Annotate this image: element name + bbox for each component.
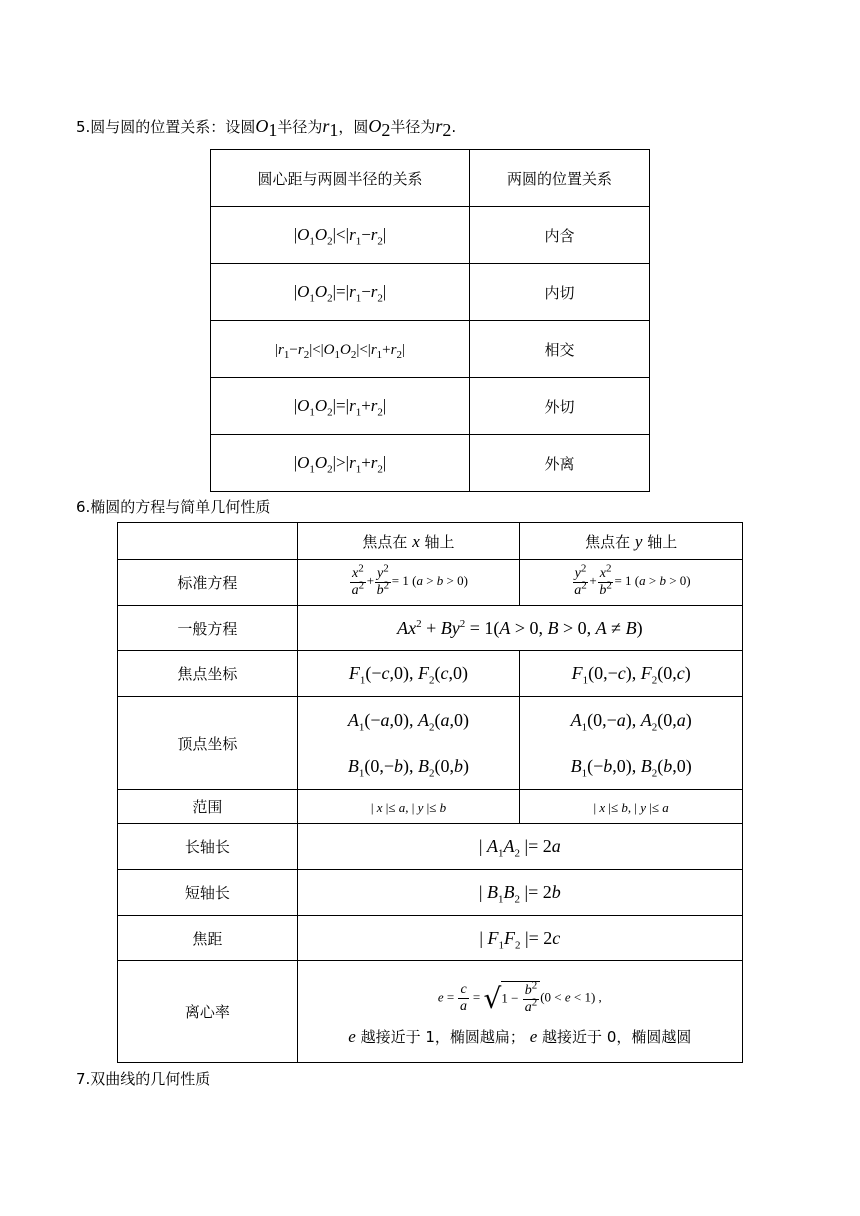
formula-cell: | x |≤ b, | y |≤ a	[520, 790, 743, 824]
relation-cell: 相交	[470, 321, 650, 378]
table-row	[211, 435, 650, 492]
table-row	[211, 207, 650, 264]
empty-header	[118, 523, 298, 560]
row-label: 焦距	[118, 916, 298, 961]
table-row	[118, 651, 743, 697]
circle-relation-table	[210, 149, 650, 492]
section-5-heading: 5.圆与圆的位置关系：设圆$O_1$半径为$r_1$，圆$O_2$半径为$r_2$.	[76, 116, 457, 140]
section-6-heading: 6.椭圆的方程与简单几何性质	[76, 498, 271, 516]
relation-cell: 内切	[470, 264, 650, 321]
table-row	[211, 150, 650, 207]
table-row	[118, 790, 743, 824]
table-row	[211, 321, 650, 378]
formula-cell: $F_1(0,-c)$, $F_2(0,c)$	[520, 651, 743, 697]
table-row	[211, 378, 650, 435]
table-row	[118, 560, 743, 606]
formula-cell: $Ax^2 + By^2 = 1(A > 0$, B > 0, A ≠ B)	[297, 606, 742, 651]
ecc-note: e 越接近于 1，椭圆越扁； e 越接近于 0，椭圆越圆	[348, 1026, 692, 1046]
header-relation: 两圆的位置关系	[470, 150, 650, 207]
formula-cell: $|O_1O_2|=|r_1+r_2|$	[211, 378, 470, 435]
row-label: 一般方程	[118, 606, 298, 651]
row-label: 范围	[118, 790, 298, 824]
relation-cell: 外切	[470, 378, 650, 435]
table-row	[118, 523, 743, 560]
row-label: 离心率	[118, 961, 298, 1063]
formula-cell: e = $\frac{c}{a}$ = √1 − $\frac{b^2}{a^2}$ (0 < e < 1) , e 越接近于 1，椭圆越扁； e 越接近于 0，椭圆越圆	[297, 961, 742, 1063]
formula-cell: $|O_1O_2|=|r_1-r_2|$	[211, 264, 470, 321]
table-row	[211, 264, 650, 321]
row-label: 短轴长	[118, 870, 298, 916]
formula-cell: | x |≤ a, | y |≤ b	[297, 790, 520, 824]
relation-cell: 内含	[470, 207, 650, 264]
formula-cell: $A_1(0,-a)$, $A_2(0,a)$ $B_1(-b,0)$, $B_2(b,0)$	[520, 697, 743, 790]
formula-cell: $\frac{y^2}{a^2}$ + $\frac{x^2}{b^2}$ = 1 (a > b > 0)	[520, 560, 743, 606]
formula-cell: $|O_1O_2|<|r_1-r_2|$	[211, 207, 470, 264]
table-row	[118, 870, 743, 916]
header-distance: 圆心距与两圆半径的关系	[211, 150, 470, 207]
table-row	[118, 697, 743, 790]
formula-cell: $|r_1-r_2|<|O_1O_2|<|r_1+r_2|$	[211, 321, 470, 378]
formula-cell: $A_1(-a,0)$, $A_2(a,0)$ $B_1(0,-b)$, $B_2(0,b)$	[297, 697, 520, 790]
formula-cell: $\frac{x^2}{a^2}$ + $\frac{y^2}{b^2}$ = 1 (a > b > 0)	[297, 560, 520, 606]
header-focus-x: 焦点在 x 轴上	[297, 523, 520, 560]
table-row	[118, 824, 743, 870]
formula-cell: $|O_1O_2|>|r_1+r_2|$	[211, 435, 470, 492]
formula-cell: $F_1(-c,0)$, $F_2(c,0)$	[297, 651, 520, 697]
header-focus-y: 焦点在 y 轴上	[520, 523, 743, 560]
row-label: 标准方程	[118, 560, 298, 606]
relation-cell: 外离	[470, 435, 650, 492]
table-row	[118, 606, 743, 651]
row-label: 焦点坐标	[118, 651, 298, 697]
formula-cell: | $F_1F_2$ |= 2c	[297, 916, 742, 961]
row-label: 长轴长	[118, 824, 298, 870]
section-7-heading: 7.双曲线的几何性质	[76, 1070, 211, 1088]
formula-cell: | $A_1A_2$ |= 2a	[297, 824, 742, 870]
row-label: 顶点坐标	[118, 697, 298, 790]
table-row	[118, 916, 743, 961]
table-row	[118, 961, 743, 1063]
formula-cell: | $B_1B_2$ |= 2b	[297, 870, 742, 916]
ellipse-property-table	[117, 522, 743, 1063]
